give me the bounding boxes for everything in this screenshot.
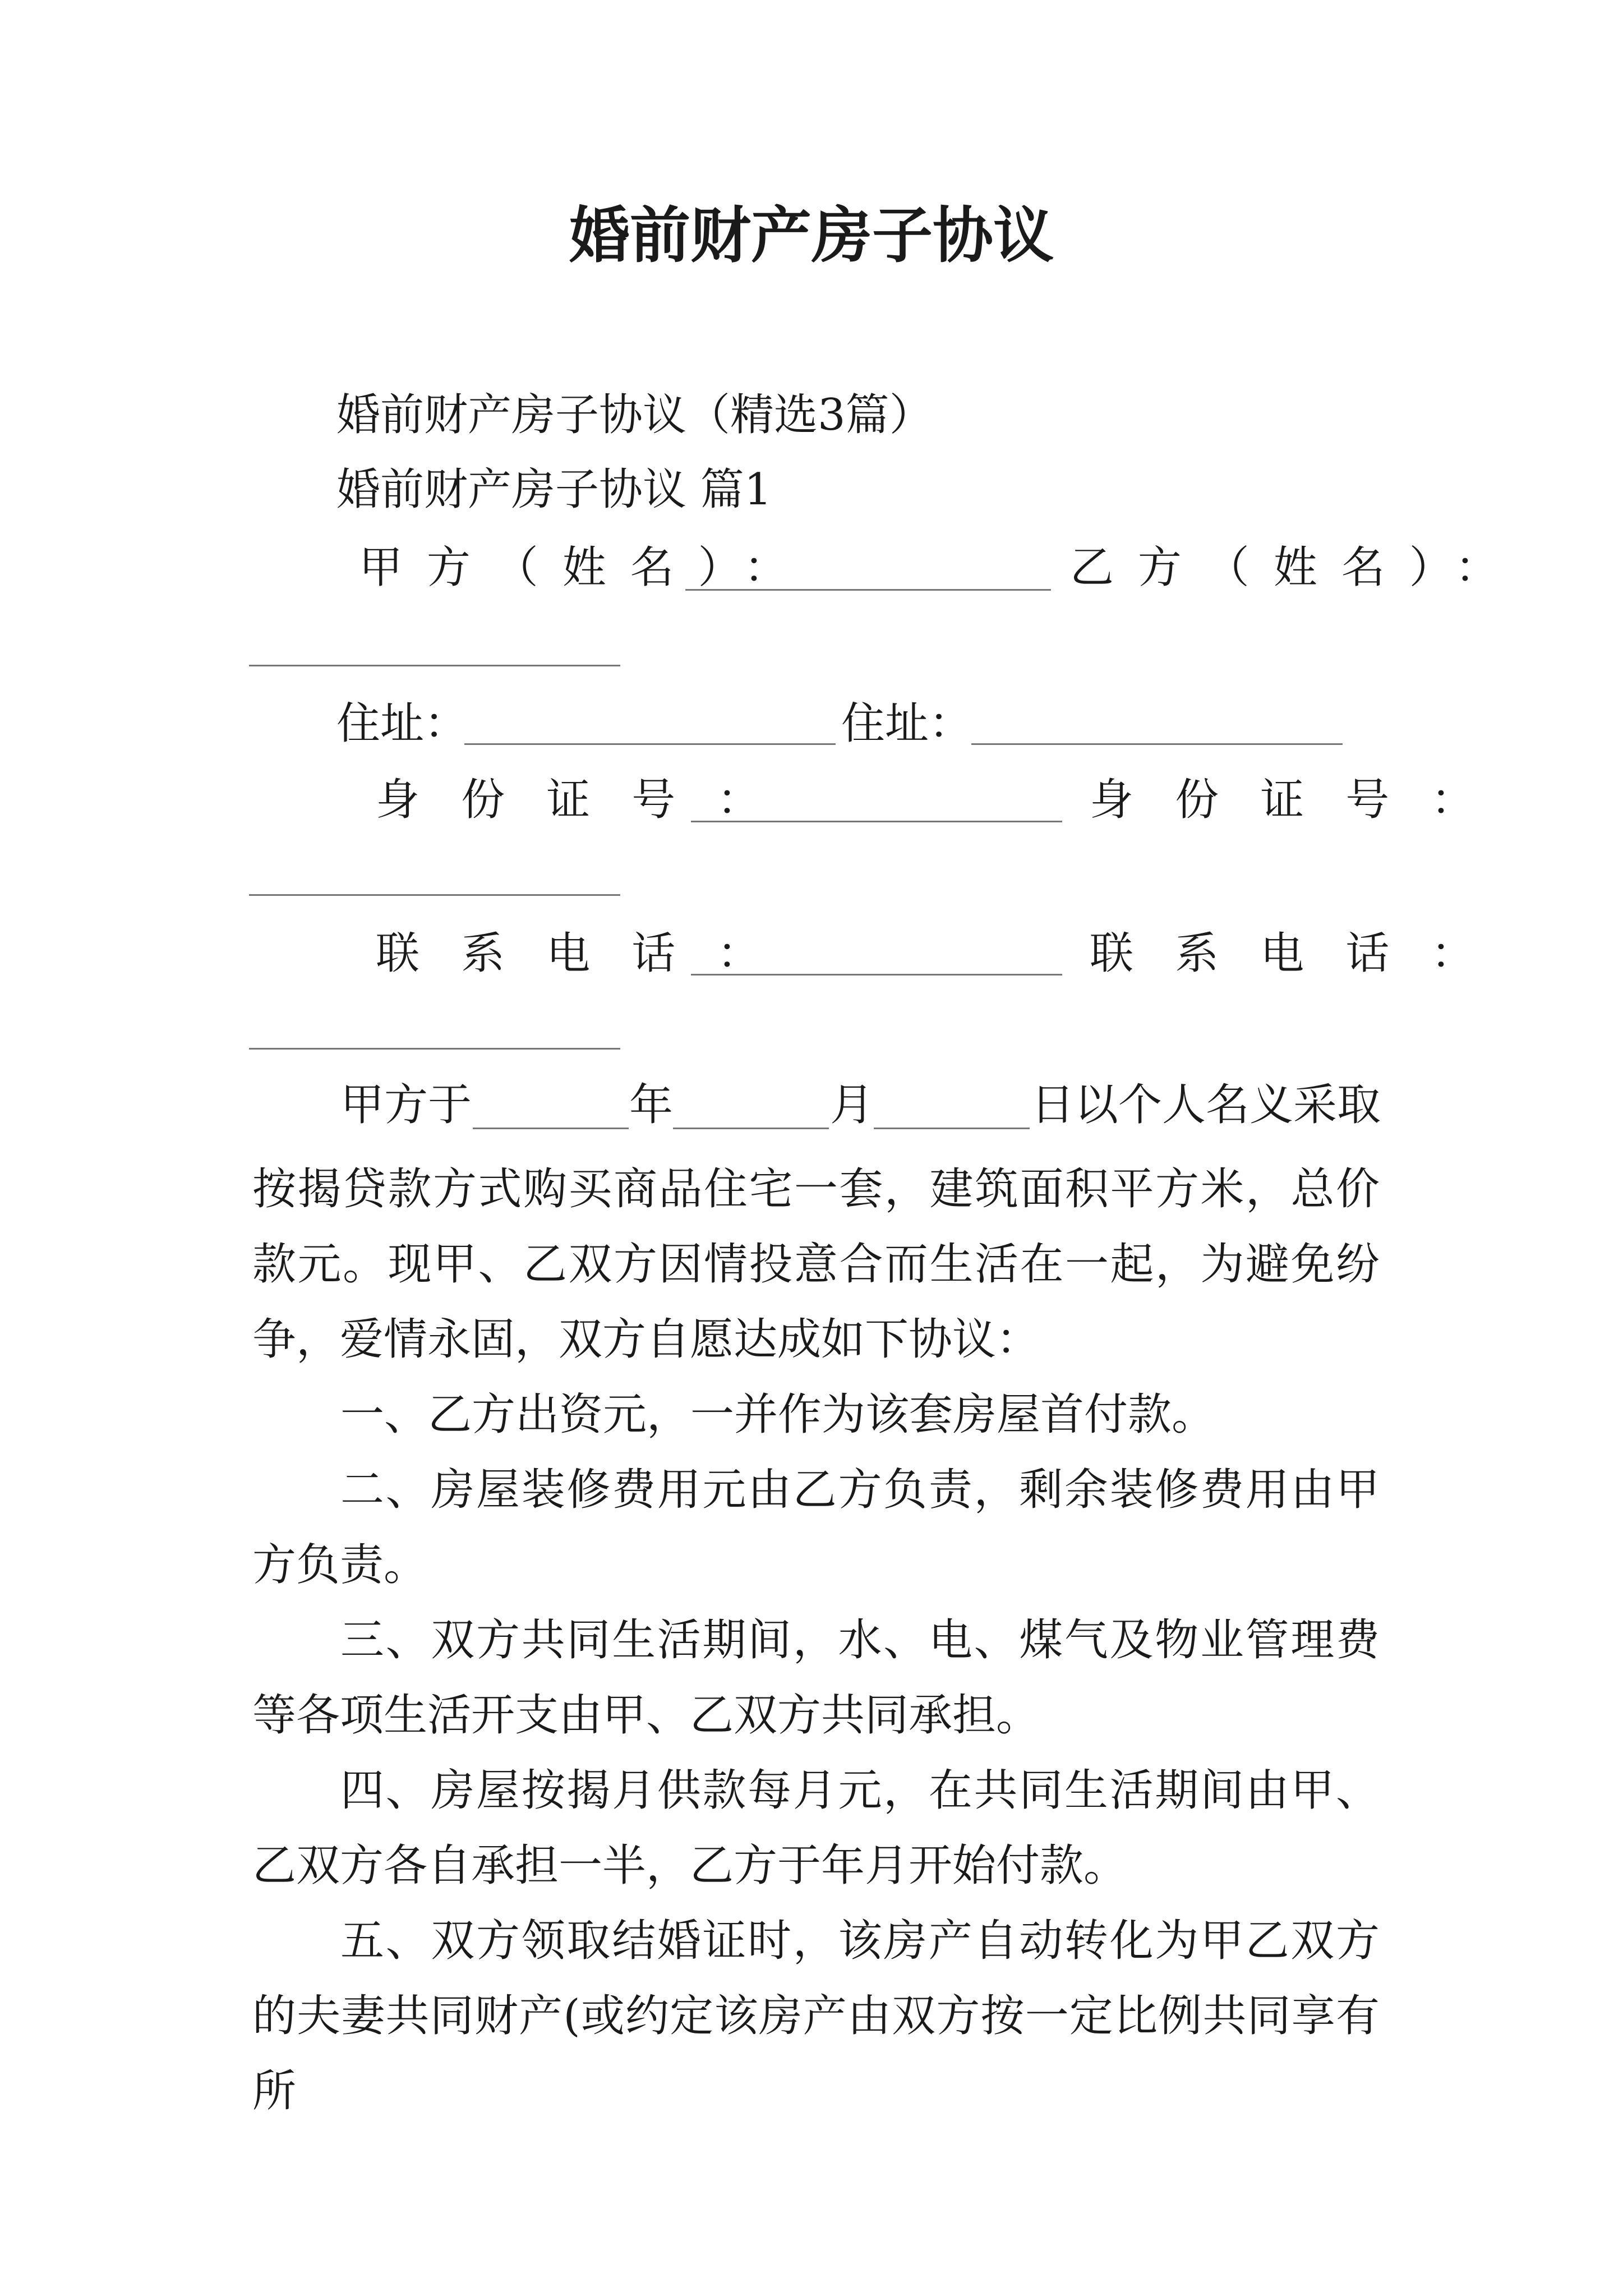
year-blank: [473, 1128, 629, 1129]
clause-3: 三、双方共同生活期间，水、电、煤气及物业管理费等各项生活开支由甲、乙双方共同承担。: [252, 1615, 1380, 1741]
month-blank: [673, 1128, 829, 1129]
party-a-name-blank: [685, 589, 1051, 591]
date-rest: 日以个人名义采取: [1031, 1080, 1381, 1130]
phone-b-label: 联系电话：: [1090, 928, 1516, 979]
date-prefix: 甲方于: [340, 1080, 472, 1130]
party-b-name-blank: [249, 665, 620, 666]
clause-5: 五、双方领取结婚证时，该房产自动转化为甲乙双方的夫妻共同财产(或约定该房产由双方按一定比例共同享有所: [252, 1916, 1380, 2116]
address-b-blank: [971, 743, 1343, 745]
address-a-blank: [464, 743, 836, 745]
clause-1: 一、乙方出资元，一并作为该套房屋首付款。: [340, 1389, 1216, 1440]
document-title: 婚前财产房子协议: [569, 200, 1054, 271]
address-b-label: 住址：: [841, 698, 973, 749]
id-a-blank: [691, 821, 1062, 822]
clause-4: 四、房屋按揭月供款每月元，在共同生活期间由甲、乙双方各自承担一半，乙方于年月开始付款。: [252, 1765, 1380, 1891]
date-year: 年: [629, 1080, 674, 1130]
intro-paragraph: 按揭贷款方式购买商品住宅一套，建筑面积平方米，总价款元。现甲、乙双方因情投意合而生活在一起，为避免纷争，爱情永固，双方自愿达成如下协议：: [252, 1164, 1380, 1365]
document-subtitle: 婚前财产房子协议（精选3篇）: [336, 390, 933, 440]
phone-a-blank: [691, 974, 1062, 976]
day-blank: [874, 1128, 1030, 1129]
party-b-name-label: 乙方（姓名）：: [1070, 542, 1523, 593]
id-b-label: 身份证号：: [1090, 775, 1516, 825]
phone-b-blank: [249, 1048, 620, 1050]
clause-2: 二、房屋装修费用元由乙方负责，剩余装修费用由甲方负责。: [252, 1465, 1380, 1590]
phone-a-label: 联系电话：: [376, 928, 803, 979]
id-a-label: 身份证号：: [376, 775, 803, 825]
address-a-label: 住址：: [336, 698, 468, 749]
date-month: 月: [830, 1080, 874, 1130]
id-b-blank: [249, 894, 620, 896]
section-heading: 婚前财产房子协议 篇1: [336, 464, 772, 515]
party-a-name-label: 甲方（姓名）：: [359, 542, 812, 593]
